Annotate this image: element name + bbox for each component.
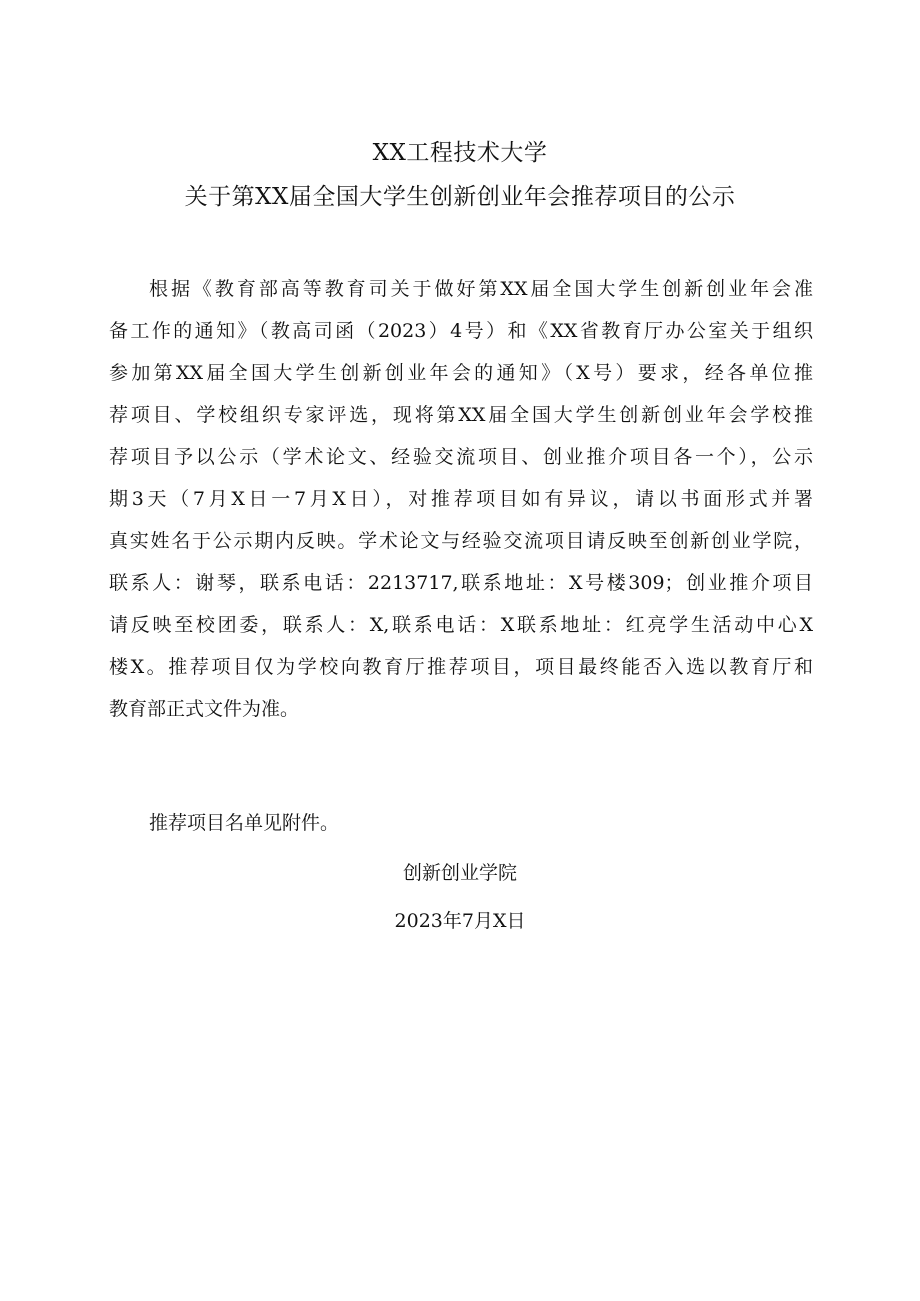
signature-department: 创新创业学院 [402,862,517,884]
body-line: 根据《教育部高等教育司关于做好第XX届全国大学生创新创业年会准 [149,278,813,300]
document-body [109,268,813,730]
signature-date: 2023年7月X日 [394,910,526,932]
body-line: 楼X。推荐项目仅为学校向教育厅推荐项目，项目最终能否入选以教育厅和 [109,656,813,678]
title-announcement: 关于第XX届全国大学生创新创业年会推荐项目的公示 [184,184,736,210]
body-line: 真实姓名于公示期内反映。学术论文与经验交流项目请反映至创新创业学院， [109,530,813,552]
signature-block [0,849,920,945]
body-line: 参加第XX届全国大学生创新创业年会的通知》（X号）要求，经各单位推 [109,362,813,384]
body-line: 联系人：谢琴，联系电话：2213717,联系地址：X号楼309；创业推介项目 [109,572,813,594]
body-line: 荐项目予以公示（学术论文、经验交流项目、创业推介项目各一个），公示 [109,446,813,468]
body-line: 荐项目、学校组织专家评选，现将第XX届全国大学生创新创业年会学校推 [109,404,813,426]
document-title [0,131,920,219]
attachment-note: 推荐项目名单见附件。 [149,812,340,834]
body-line: 请反映至校团委，联系人：X,联系电话：X联系地址：红亮学生活动中心X [109,614,813,636]
title-university: XX工程技术大学 [372,140,548,166]
body-line: 备工作的通知》（教高司函（2023）4号）和《XX省教育厅办公室关于组织 [109,320,813,342]
body-line: 教育部正式文件为准。 [109,698,300,720]
body-line: 期3天（7月X日一7月X日），对推荐项目如有异议，请以书面形式并署 [109,488,813,510]
